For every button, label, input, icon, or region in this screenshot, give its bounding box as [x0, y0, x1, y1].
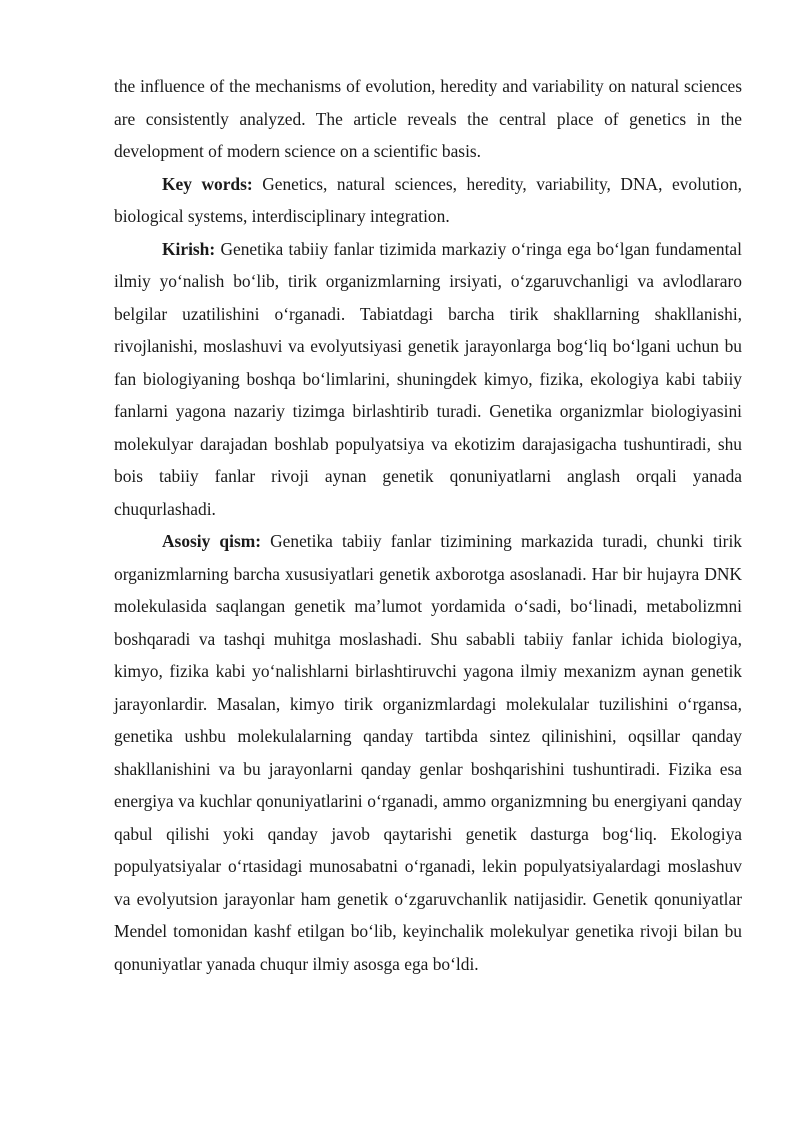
abstract-tail-paragraph: the influence of the mechanisms of evolution, heredity and variability on natural sciences are consistently analyzed. The article reveals the central place of genetics in the development of modern science on a scientific basis. — [114, 76, 742, 161]
intro-label: Kirish: — [162, 238, 216, 259]
keywords-text: Genetics, natural sciences, heredity, variability, DNA, evolution, biological systems, interdisciplinary integration. — [114, 173, 743, 226]
main-paragraph — [114, 525, 742, 980]
intro-text: Genetika tabiiy fanlar tizimida markaziy o‘ringa ega bo‘lgan fundamental ilmiy yo‘nalish bo‘lib, tirik organizmlarning irsiyati, o‘zgaruvchanligi va avlodlararo belgilar uzatilishini o‘rganadi. Tabiatdagi barcha tirik shakllarning shakllanishi, rivojlanishi, moslashuvi va evolyutsiyasi genetik jarayonlarga bog‘liq bo‘lgani uchun bu fan biologiyaning boshqa bo‘limlarini, shuningdek kimyo, fizika, ekologiya kabi tabiiy fanlarni yagona nazariy tizimga birlashtirib turadi. Genetika organizmlar biologiyasini molekulyar darajadan boshlab populyatsiya va ekotizim darajasigacha tushuntiradi, shu bois tabiiy fanlar rivoji aynan genetik qonuniyatlarni anglash orqali yanada chuqurlashadi. — [114, 238, 742, 519]
keywords-label: Key words: — [162, 173, 253, 194]
keywords-paragraph — [114, 168, 742, 233]
intro-paragraph — [114, 233, 742, 526]
main-text: Genetika tabiiy fanlar tizimining markazida turadi, chunki tirik organizmlarning barcha xususiyatlari genetik axborotga asoslanadi. Har bir hujayra DNK molekulasida saqlangan genetik ma’lumot yordamida o‘sadi, bo‘linadi, metabolizmni boshqaradi va tashqi muhitga moslashadi. Shu sababli tabiiy fanlar ichida biologiya, kimyo, fizika kabi yo‘nalishlarni birlashtiruvchi yagona ilmiy mexanizm aynan genetik jarayonlardir. Masalan, kimyo tirik organizmlardagi molekulalar tuzilishini o‘rgansa, genetika ushbu molekulalarning qanday tartibda sintez qilinishini, oqsillar qanday shakllanishini va bu jarayonlarni qanday genlar boshqarishini tushuntiradi. Fizika esa energiya va kuchlar qonuniyatlarini o‘rganadi, ammo organizmning bu energiyani qanday qabul qilishi yoki qanday javob qaytarishi genetik dasturga bog‘liq. Ekologiya populyatsiyalar o‘rtasidagi munosabatni o‘rganadi, lekin populyatsiyalardagi moslashuv va evolyutsion jarayonlar ham genetik o‘zgaruvchanlik natijasidir. Genetik qonuniyatlar Mendel tomonidan kashf etilgan bo‘lib, keyinchalik molekulyar genetika rivoji bilan bu qonuniyatlar yanada chuqur ilmiy asosga ega bo‘ldi. — [114, 531, 742, 974]
main-label: Asosiy qism: — [162, 531, 261, 551]
document-page — [114, 70, 742, 980]
